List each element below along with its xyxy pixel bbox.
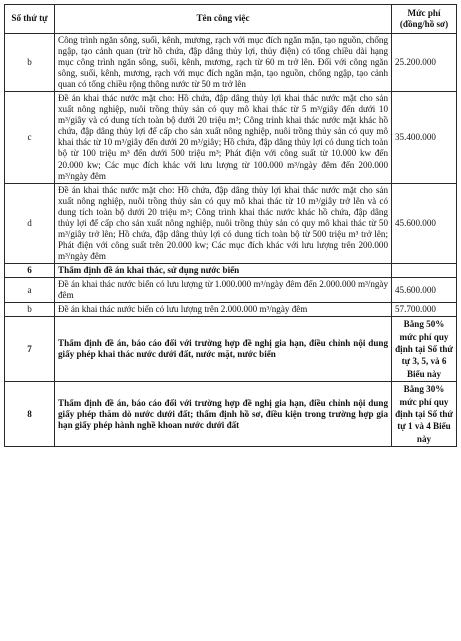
- table-row: [5, 183, 457, 263]
- row-content: Đề án khai thác nước mặt cho: Hồ chứa, đập dâng thủy lợi khai thác nước mặt cho sản xuất nông nghiệp, nuôi trồng thủy sản có quy mô khai thác từ 10 m³/giây trở lên và có dung tích toàn bộ dưới 20 triệu m³; Công trình khai thác nước khác hồ chứa, đập dâng thủy lợi để cấp cho sản xuất nông nghiệp, nuôi trồng thủy sản có quy mô khai thác từ 50 m³/giây trở lên; Hồ chứa, đập dâng thủy lợi có dung tích toàn bộ từ 500 triệu m³ trở lên; Phát điện với công suất trên 20.000 kw; Các mục đích khác với lưu lượng trên 200.000 m³/ngày đêm: [55, 183, 392, 263]
- row-8-content: Thẩm định đề án, báo cáo đối với trường hợp đề nghị gia hạn, điều chỉnh nội dung giấy phép thăm dò nước dưới đất; thẩm định hồ sơ, điều kiện trong trường hợp gia hạn giấy phép hành nghề khoan nước dưới đất: [55, 382, 392, 447]
- row-content: Đề án khai thác nước biển có lưu lượng từ 1.000.000 m³/ngày đêm đến 2.000.000 m³/ngày đêm: [55, 277, 392, 302]
- row-fee: 25.200.000: [392, 34, 457, 92]
- row-fee: 45.600.000: [392, 277, 457, 302]
- row-stt: d: [5, 183, 55, 263]
- table-row-8: [5, 382, 457, 447]
- header-task-name: Tên công việc: [55, 5, 392, 34]
- row-8-fee: Bằng 30% mức phí quy định tại Số thứ tự 1 và 4 Biểu này: [392, 382, 457, 447]
- header-stt: Số thứ tự: [5, 5, 55, 34]
- row-content: Công trình ngăn sông, suối, kênh, mương, rạch với mục đích ngăn mặn, tạo nguồn, chống ngập, tạo cảnh quan (trừ hồ chứa, đập dâng thủy lợi, thủy điện) có tổng chiều dài hạng mục công trình ngăn sông, suối, kênh, mương, rạch từ 60 m trở lên. Đối với công ngăn sông, suối, kênh, mương, rạch với mục đích ngăn mặn, tạo nguồn, chống ngập, tạo cảnh quan có tổng chiều rộng thông nước từ 50 m trở lên: [55, 34, 392, 92]
- row-stt: c: [5, 92, 55, 183]
- table-row: [5, 277, 457, 302]
- table-header-row: [5, 5, 457, 34]
- row-fee: 35.400.000: [392, 92, 457, 183]
- section-6-header-row: [5, 263, 457, 277]
- row-7-content: Thẩm định đề án, báo cáo đối với trường hợp đề nghị gia hạn, điều chỉnh nội dung giấy phép khai thác nước dưới đất, nước mặt, nước biển: [55, 317, 392, 382]
- row-content: Đề án khai thác nước mặt cho: Hồ chứa, đập dâng thủy lợi khai thác nước mặt cho sản xuất nông nghiệp, nuôi trồng thủy sản có quy mô khai thác từ 5 m³/giây đến dưới 10 m³/giây và có dung tích toàn bộ dưới 20 triệu m³; Công trình khai thác nước mặt khác hồ chứa, đập dâng thủy lợi để cấp cho sản xuất nông nghiệp, nuôi trồng thủy sản có quy mô khai thác từ 10 m³/giây đến dưới 20 m³/giây; Hồ chứa, đập dâng thủy lợi có dung tích toàn bộ từ 100 triệu m³ đến dưới 500 triệu m³; Phát điện với công suất từ 10.000 kw đến 20.000 kw; Các mục đích khác với lưu lượng từ 100.000 m³/ngày đêm đến 200.000 m³/ngày đêm: [55, 92, 392, 183]
- row-content: Đề án khai thác nước biển có lưu lượng trên 2.000.000 m³/ngày đêm: [55, 303, 392, 317]
- row-7-fee: Bằng 50% mức phí quy định tại Số thứ tự 3, 5, và 6 Biểu này: [392, 317, 457, 382]
- section-6-fee-empty: [392, 263, 457, 277]
- row-fee: 45.600.000: [392, 183, 457, 263]
- section-6-title: Thẩm định đề án khai thác, sử dụng nước biển: [55, 263, 392, 277]
- table-row: [5, 303, 457, 317]
- row-8-stt: 8: [5, 382, 55, 447]
- row-7-stt: 7: [5, 317, 55, 382]
- table-row: [5, 92, 457, 183]
- table-row-7: [5, 317, 457, 382]
- row-stt: b: [5, 303, 55, 317]
- section-6-stt: 6: [5, 263, 55, 277]
- row-stt: a: [5, 277, 55, 302]
- row-fee: 57.700.000: [392, 303, 457, 317]
- table-row: [5, 34, 457, 92]
- fee-table: [4, 4, 457, 447]
- header-fee: Mức phí (đồng/hồ sơ): [392, 5, 457, 34]
- row-stt: b: [5, 34, 55, 92]
